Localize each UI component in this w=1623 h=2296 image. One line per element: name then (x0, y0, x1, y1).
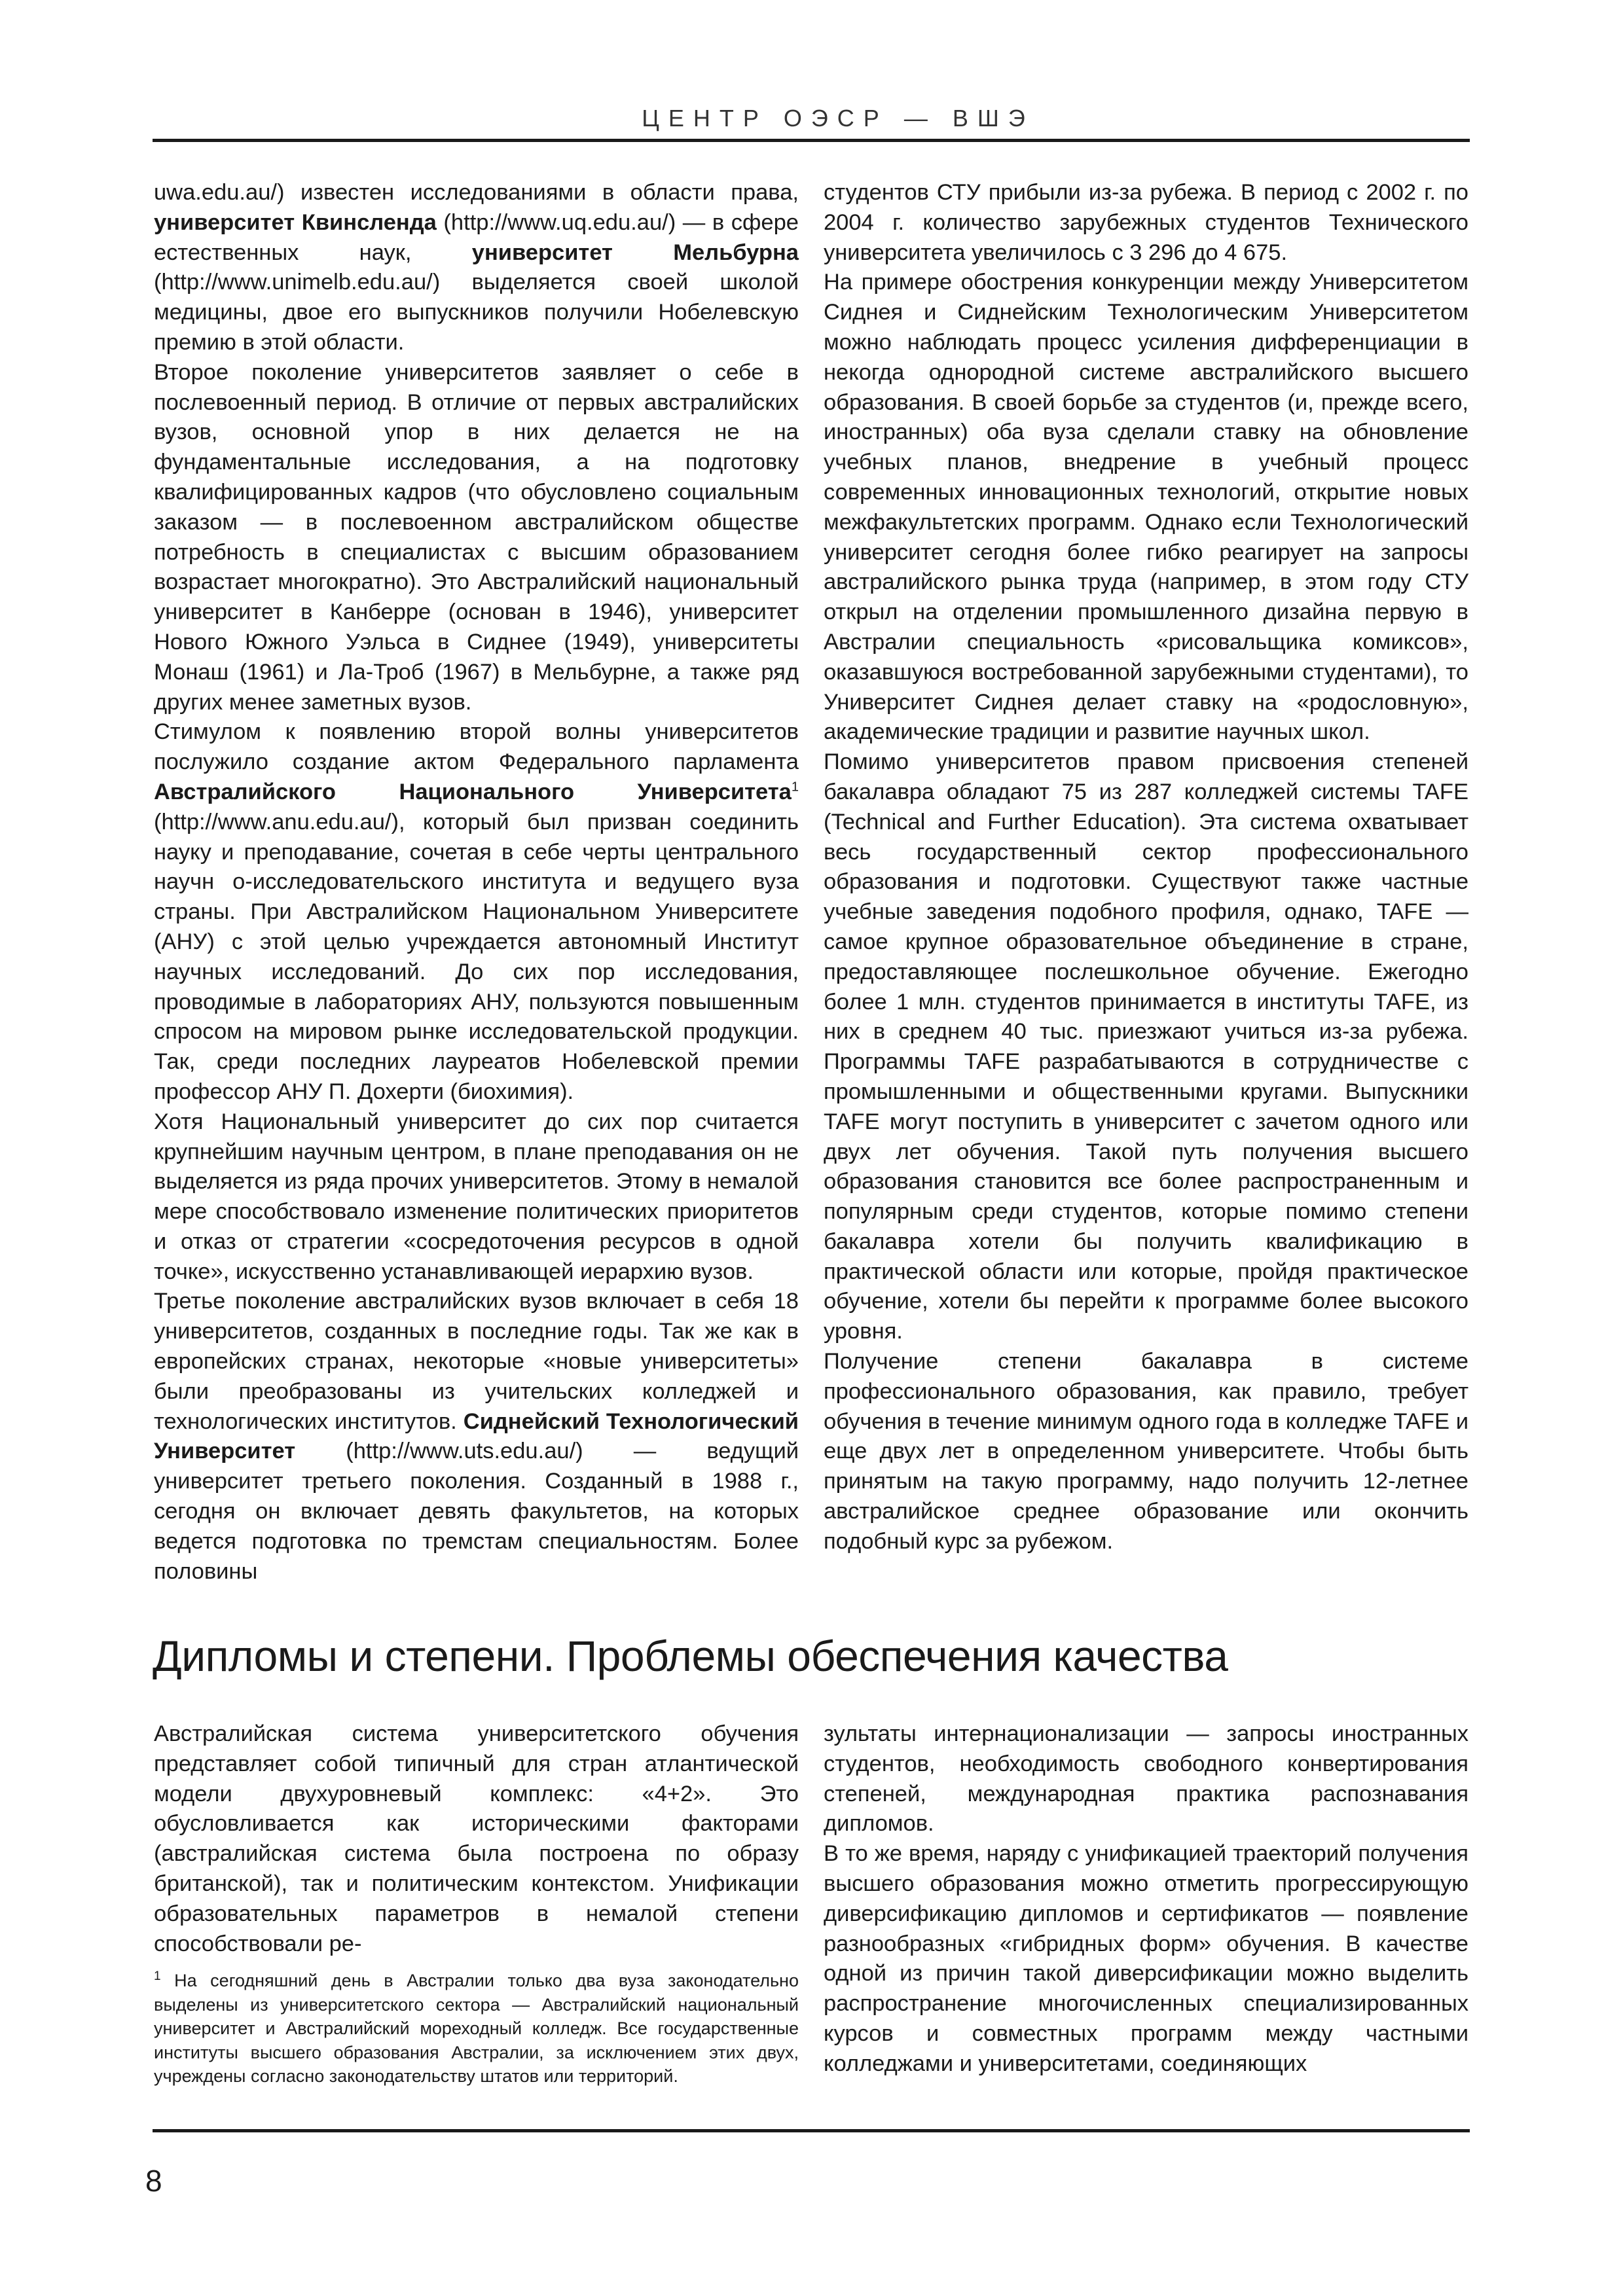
section-column-left (154, 1719, 799, 1959)
section-column-right (824, 1719, 1468, 2079)
bold-university-name: университет Квинсленда (154, 209, 437, 235)
column-right (824, 178, 1468, 1557)
bold-university-name: университет Мельбурна (471, 240, 799, 265)
footer-rule (153, 2129, 1470, 2132)
text-run: (http://www.uq.edu.au/) — в сфере естественных наук, (154, 209, 799, 265)
paragraph: студентов СТУ прибыли из-за рубежа. В период с 2002 г. по 2004 г. количество зарубежных студентов Технического университета увеличилось с 3 296 до 4 675. (824, 180, 1468, 265)
text-run: Стимулом к появлению второй волны университетов послужило создание актом Федерального парламента (154, 719, 799, 775)
paragraph: В то же время, наряду с унификацией траекторий получения высшего образования можно отметить прогрессирующую диверсификацию дипломов и сертификатов — появление разнообразных «гибридных форм» обучения. В качестве одной из причин такой диверсификации можно выделить распространение многочисленных специализированных курсов и совместных программ между частными колледжами и университетами, соединяющих (824, 1841, 1468, 2076)
text-run: (http://www.uts.edu.au/) — ведущий университет третьего поколения. Созданный в 1988 г., сегодня он включает девять факультетов, на которых ведется подготовка по тремстам специальностям. Более половины (154, 1439, 799, 1584)
footnote-text: На сегодняшний день в Австралии только два вуза законодательно выделены из университетского сектора — Австралийский национальный университет и Австралийский мореходный колледж. Все государственные институты высшего образования Австралии, за исключением этих двух, учреждены согласно законодательству штатов или территорий. (154, 1971, 799, 2086)
bold-university-name: Сиднейский Технологический Университет (154, 1408, 799, 1464)
text-run: Третье поколение австралийских вузов включает в себя 18 университетов, созданных в последние годы. Так же как в европейских странах, некоторые «новые университеты» были преобразованы из учительских колледжей и технологических институтов. (154, 1289, 799, 1434)
paragraph: Получение степени бакалавра в системе профессионального образования, как правило, требует обучения в течение минимум одного года в колледже TAFE и еще двух лет в определенном университете. Чтобы быть принятым на такую программу, надо получить 12-летнее австралийское среднее образование или окончить подобный курс за рубежом. (824, 1349, 1468, 1554)
footnote (154, 1969, 799, 2089)
paragraph (154, 1287, 799, 1587)
paragraph: зультаты интернационализации — запросы иностранных студентов, необходимость свободного конвертирования степеней, международная практика распознавания дипломов. (824, 1721, 1468, 1837)
text-run: (http://www.anu.edu.au/), который был призван соединить науку и преподавание, сочетая в себе черты центрального научн о-исследовательского института и ведущего вуза страны. При Австралийском Национальном Университете (АНУ) с этой целью учреждается автономный Институт научных исследований. До сих пор исследования, проводимые в лабораториях АНУ, пользуются повышенным спросом на мировом рынке исследовательской продукции. Так, среди последних лауреатов Нобелевской премии профессор АНУ П. Дохерти (биохимия). (154, 809, 799, 1104)
paragraph: Хотя Национальный университет до сих пор считается крупнейшим научным центром, в плане преподавания он не выделяется из ряда прочих университетов. Этому в немалой мере способствовало изменение политических приоритетов и отказ от стратегии «сосредоточения ресурсов в одной точке», искусственно устанавливающей иерархию вузов. (154, 1109, 799, 1284)
paragraph (154, 717, 799, 1107)
paragraph: На примере обострения конкуренции между Университетом Сиднея и Сиднейским Технологическим Университетом можно наблюдать процесс усиления дифференциации в некогда однородной системе австралийского высшего образования. В своей борьбе за студентов (и, прежде всего, иностранных) оба вуза сделали ставку на обновление учебных планов, внедрение в учебный процесс современных инновационных технологий, открытие новых межфакультетских программ. Однако если Технологический университет сегодня более гибко реагирует на запросы австралийского рынка труда (например, в этом году СТУ открыл на отделении промышленного дизайна первую в Австралии специальность «рисовальщика комиксов», оказавшуюся востребованной зарубежными студентами), то Университет Сиднея делает ставку на «родословную», академические традиции и развитие научных школ. (824, 270, 1468, 745)
section-heading: Дипломы и степени. Проблемы обеспечения качества (153, 1632, 1228, 1680)
paragraph: Второе поколение университетов заявляет о себе в послевоенный период. В отличие от первых австралийских вузов, основной упор в них делается не на фундаментальные исследования, а на подготовку квалифицированных кадров (что обусловлено социальным заказом — в послевоенном австралийском обществе потребность в специалистах с высшим образованием возрастает многократно). Это Австралийский национальный университет в Канберре (основан в 1946), университет Нового Южного Уэльса в Сиднее (1949), университеты Монаш (1961) и Ла-Троб (1967) в Мельбурне, а также ряд других менее заметных вузов. (154, 359, 799, 715)
paragraph (154, 178, 799, 358)
text-run: uwa.edu.au/) известен исследованиями в области права, (154, 180, 799, 205)
footnote-marker: 1 (791, 780, 799, 795)
running-header: ЦЕНТР ОЭСР — ВШЭ (642, 105, 1034, 132)
header-rule (153, 139, 1470, 142)
paragraph: Помимо университетов правом присвоения степеней бакалавра обладают 75 из 287 колледжей системы TAFE (Technical and Further Education). Эта система охватывает весь государственный сектор профессионального образования и подготовки. Существуют также частные учебные заведения подобного профиля, однако, TAFE — самое крупное образовательное объединение в стране, предоставляющее послешкольное обучение. Ежегодно более 1 млн. студентов принимается в институты TAFE, из них в среднем 40 тыс. приезжают учиться из-за рубежа. Программы TAFE разрабатываются в сотрудничестве с промышленными и общественными кругами. Выпускники TAFE могут поступить в университет с зачетом одного или двух лет обучения. Такой путь получения высшего образования становится все более распространенным и популярным среди студентов, которые помимо степени бакалавра хотели бы получить квалификацию в практической области или которые, пройдя практическое обучение, хотели бы перейти к программе более высокого уровня. (824, 749, 1468, 1344)
bold-university-name: Австралийского Национального Университета (154, 779, 792, 804)
footnote-number: 1 (154, 1969, 161, 1983)
page-number: 8 (145, 2164, 162, 2198)
paragraph: Австралийская система университетского обучения представляет собой типичный для стран атлантической модели двухуровневый комплекс: «4+2». Это обусловливается как историческими факторами (австралийская система была построена по образу британской), так и политическим контекстом. Унификации образовательных параметров в немалой степени способствовали ре- (154, 1721, 799, 1956)
column-left (154, 178, 799, 1587)
text-run: (http://www.unimelb.edu.au/) выделяется своей школой медицины, двое его выпускников получили Нобелевскую премию в этой области. (154, 270, 799, 355)
